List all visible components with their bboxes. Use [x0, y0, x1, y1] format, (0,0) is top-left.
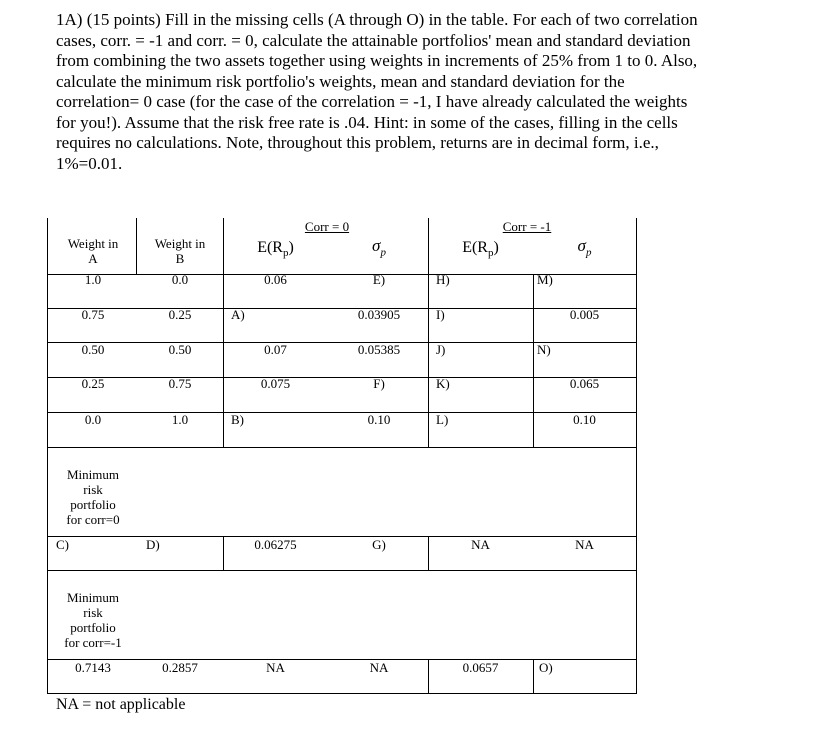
- row5-sd-corr-neg1: 0.10: [573, 412, 596, 427]
- er-text: E(R: [257, 239, 283, 256]
- row1-sd-corr0: E): [372, 272, 386, 287]
- row1-weight-a: 1.0: [84, 272, 102, 287]
- row3-er-corr0: 0.07: [264, 342, 287, 357]
- row1-er-corr0: 0.06: [264, 272, 287, 287]
- sigma-header-corr-neg1: [533, 238, 636, 260]
- weight-a-header-line1: Weight in: [67, 236, 119, 251]
- er-close: ): [288, 239, 294, 256]
- minrisk-corr-neg1-er: 0.0657: [462, 660, 499, 675]
- minrisk-corr0-cell-g: G): [372, 537, 386, 552]
- minrisk-corr-neg1-er-corr0: NA: [266, 660, 285, 675]
- row1-cell-m: M): [537, 272, 553, 287]
- sigma-header-corr0: [329, 238, 429, 260]
- row3-cell-j: J): [436, 342, 446, 357]
- minrisk-corr0-sd-neg1: NA: [575, 537, 594, 552]
- minrisk-corr0-er-neg1: NA: [471, 537, 490, 552]
- minrisk-corr0-label-line1: Minimum: [66, 467, 119, 482]
- sigma-sub: p: [380, 246, 386, 259]
- weight-b-header-line1: Weight in: [154, 236, 206, 251]
- row5-weight-a: 0.0: [84, 412, 102, 427]
- row4-sd-corr0: F): [373, 376, 385, 391]
- minrisk-corr0-cell-d: D): [146, 537, 160, 552]
- er-sub: p: [282, 247, 289, 260]
- er-text: E(R: [462, 239, 488, 256]
- er-sub: p: [487, 247, 494, 260]
- minrisk-corr-neg1-weight-a: 0.7143: [75, 660, 111, 675]
- row2-cell-a: A): [231, 307, 245, 322]
- weight-b-header: [137, 236, 223, 266]
- minrisk-corr-neg1-label: [50, 590, 136, 650]
- minrisk-corr-neg1-weight-b: 0.2857: [162, 660, 198, 675]
- corr-neg1-label: Corr = -1: [502, 219, 552, 234]
- weight-a-header-line2: A: [88, 251, 98, 266]
- sigma-symbol: σ: [577, 236, 586, 255]
- row5-cell-l: L): [436, 412, 449, 427]
- row5-sd-corr0: 0.10: [367, 412, 391, 427]
- row4-weight-b: 0.75: [168, 376, 192, 391]
- minrisk-corr-neg1-label-line3: portfolio: [70, 620, 116, 635]
- row2-sd-corr-neg1: 0.005: [569, 307, 600, 322]
- weight-a-header: [50, 236, 136, 266]
- minrisk-corr0-label-line2: risk: [83, 482, 103, 497]
- minrisk-corr0-label-line4: for corr=0: [66, 512, 120, 527]
- row2-weight-a: 0.75: [81, 307, 105, 322]
- corr-0-label: Corr = 0: [304, 219, 350, 234]
- row2-weight-b: 0.25: [168, 307, 192, 322]
- portfolio-table: [47, 218, 637, 694]
- row4-weight-a: 0.25: [81, 376, 105, 391]
- row3-sd-corr0: 0.05385: [357, 342, 401, 357]
- minrisk-corr0-label-line3: portfolio: [70, 497, 116, 512]
- row5-cell-b: B): [231, 412, 244, 427]
- minrisk-corr-neg1-label-line1: Minimum: [66, 590, 119, 605]
- row4-er-corr0: 0.075: [260, 376, 291, 391]
- sigma-symbol: σ: [372, 236, 381, 255]
- row2-cell-i: I): [436, 307, 445, 322]
- minrisk-corr-neg1-sd-corr0: NA: [369, 660, 389, 675]
- row2-sd-corr0: 0.03905: [357, 307, 401, 322]
- question-text: 1A) (15 points) Fill in the missing cells (A through O) in the table. For each of two correlation cases, corr. = -1 and corr. = 0, calculate the attainable portfolios' mean and standard deviation from combining the two assets together using weights in increments of 25% from 1 to 0. Also, calculate the minimum risk portfolio's weights, mean and standard deviation for the correlation= 0 case (for the case of the correlation = -1, I have already calculated the weights for you!). Assume that the risk free rate is .04. Hint: in some of the cases, filling in the cells requires no calculations. Note, throughout this problem, returns are in decimal form, i.e., 1%=0.01.: [56, 10, 698, 173]
- minrisk-corr-neg1-cell-o: O): [539, 660, 553, 675]
- row5-weight-b: 1.0: [171, 412, 189, 427]
- minrisk-corr-neg1-label-line2: risk: [83, 605, 103, 620]
- row1-cell-h: H): [436, 272, 450, 287]
- minrisk-corr0-cell-c: C): [56, 537, 69, 552]
- row3-weight-b: 0.50: [168, 342, 192, 357]
- expected-return-header-corr0: [223, 240, 328, 261]
- minrisk-corr-neg1-label-line4: for corr=-1: [64, 635, 122, 650]
- row1-weight-b: 0.0: [171, 272, 189, 287]
- row4-sd-corr-neg1: 0.065: [569, 376, 600, 391]
- expected-return-header-corr-neg1: [428, 240, 533, 261]
- row4-cell-k: K): [436, 376, 450, 391]
- row3-weight-a: 0.50: [81, 342, 105, 357]
- sigma-sub: p: [585, 246, 592, 259]
- weight-b-header-line2: B: [175, 251, 185, 266]
- er-close: ): [493, 239, 499, 256]
- row3-cell-n: N): [537, 342, 551, 357]
- footnote-na: NA = not applicable: [56, 696, 186, 713]
- minrisk-corr0-label: [50, 467, 136, 527]
- minrisk-corr0-er: 0.06275: [254, 537, 297, 552]
